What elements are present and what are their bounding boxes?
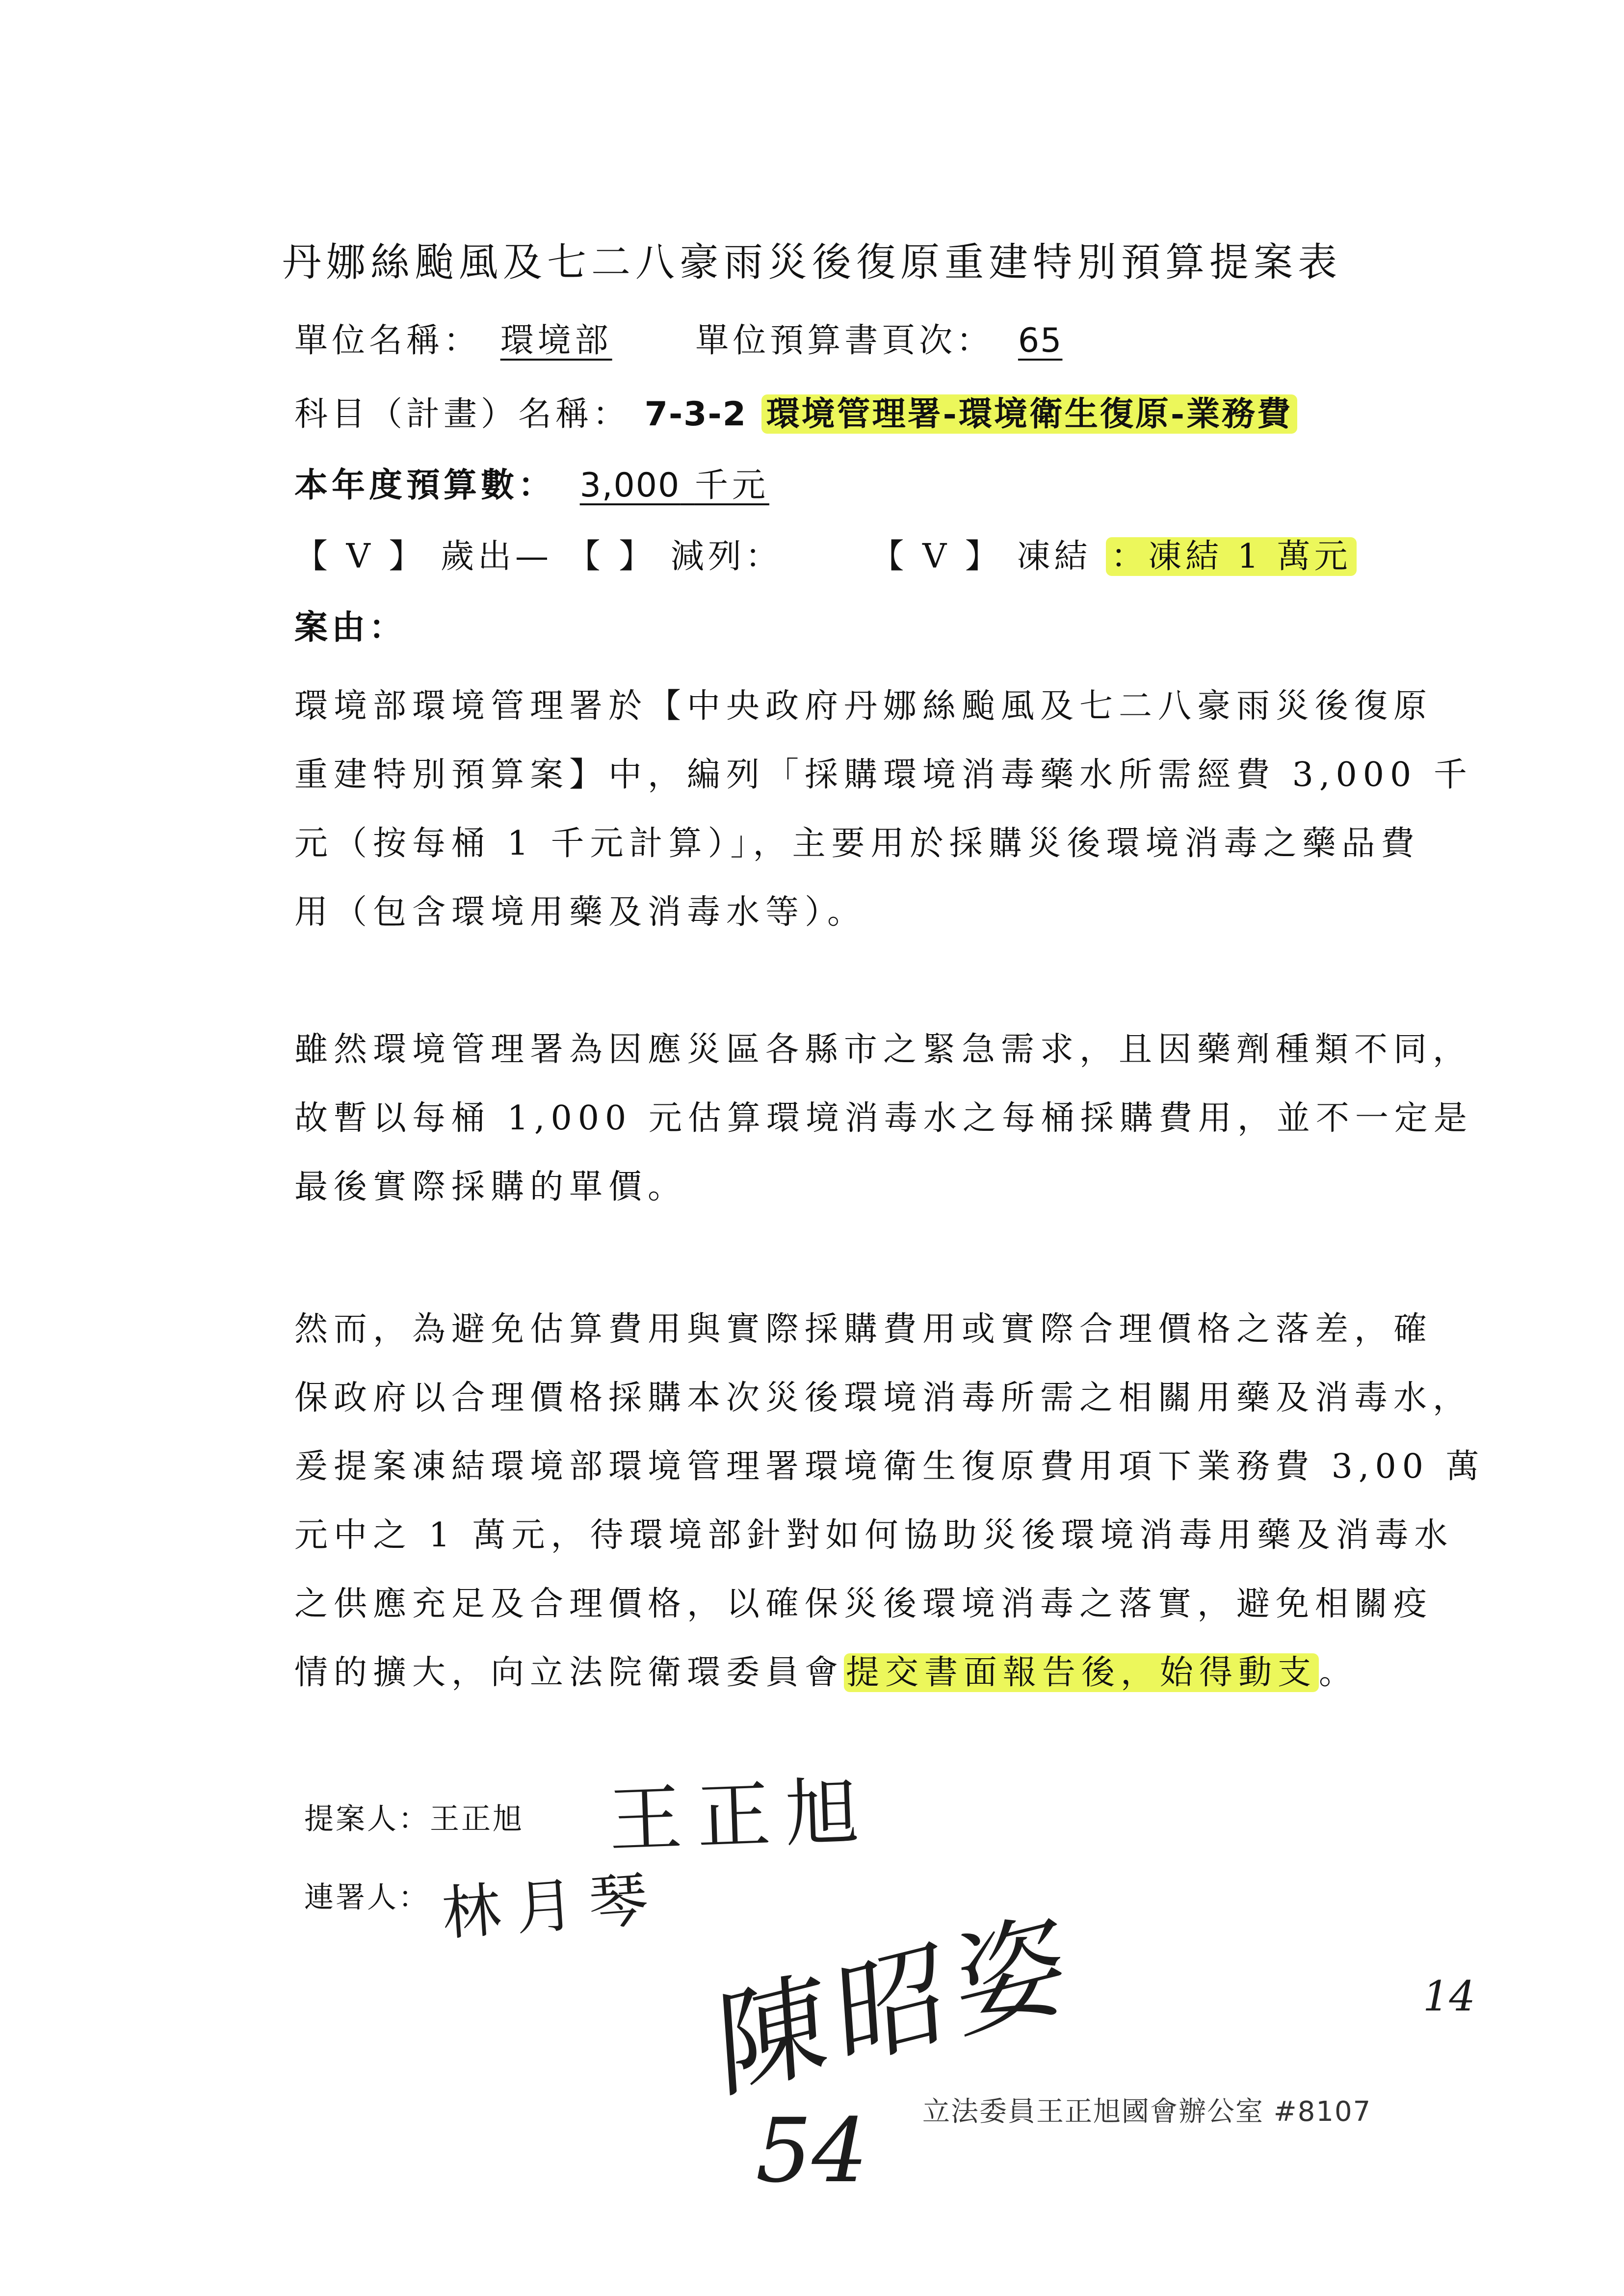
paragraph-line: 故暫以每桶 1,000 元估算環境消毒水之每桶採購費用，並不一定是 [294, 1099, 1473, 1138]
proposer-label: 提案人： [304, 1802, 430, 1836]
cosigner-signature-1: 林月琴 [440, 1865, 665, 1949]
last-line-prefix: 情的擴大，向立法院衛環委員會 [294, 1653, 844, 1692]
paragraph-line: 最後實際採購的單價。 [294, 1168, 687, 1206]
page-number: 65 [1018, 321, 1063, 360]
paragraph-line: 環境部環境管理署於【中央政府丹娜絲颱風及七二八豪雨災後復原 [294, 687, 1433, 726]
subject-name: 環境管理署-環境衛生復原-業務費 [761, 394, 1297, 434]
handwritten-page-number: 14 [1423, 1972, 1475, 2020]
proposer-name: 王正旭 [430, 1802, 524, 1836]
unit-label: 單位名稱： [294, 321, 481, 360]
cosigner-signature-2: 陳昭姿 [713, 1894, 1079, 2116]
reason-label: 案由： [294, 608, 407, 647]
expend-checkbox: 【 V 】 [294, 537, 426, 576]
freeze-label: 凍結 [1017, 537, 1092, 576]
paragraph-last-line [294, 1639, 1485, 1707]
subject-line [294, 388, 1297, 435]
cut-label: 減列： [670, 537, 783, 576]
document-title: 丹娜絲颱風及七二八豪雨災後復原重建特別預算提案表 [282, 239, 1342, 285]
expend-label: 歲出— [440, 537, 552, 576]
budget-amount: 3,000 [579, 466, 681, 505]
paragraph-1 [294, 672, 1473, 947]
paragraph-line: 用（包含環境用藥及消毒水等）。 [294, 893, 867, 932]
paragraph-2 [294, 1016, 1473, 1222]
paragraph-line: 重建特別預算案】中，編列「採購環境消毒藥水所需經費 3,000 千 [294, 756, 1473, 794]
cut-checkbox: 【 】 [567, 537, 656, 576]
paragraph-line: 雖然環境管理署為因應災區各縣市之緊急需求，且因藥劑種類不同， [294, 1030, 1472, 1069]
proposer-line [304, 1796, 524, 1838]
subject-label: 科目（計畫）名稱： [294, 395, 630, 434]
freeze-value: ：凍結 1 萬元 [1106, 537, 1357, 576]
handwritten-number: 54 [756, 2100, 868, 2202]
paragraph-3 [294, 1295, 1485, 1707]
cosigner-label: 連署人： [304, 1880, 430, 1915]
last-line-suffix: 。 [1319, 1653, 1359, 1692]
freeze-checkbox: 【 V 】 [870, 537, 1002, 576]
subject-code: 7-3-2 [644, 395, 747, 434]
budget-label: 本年度預算數： [294, 466, 556, 505]
budget-unit: 千元 [694, 466, 769, 505]
paragraph-line: 元中之 1 萬元，待環境部針對如何協助災後環境消毒用藥及消毒水 [294, 1516, 1454, 1555]
unit-name: 環境部 [500, 321, 612, 360]
paragraph-line: 元（按每桶 1 千元計算）」，主要用於採購災後環境消毒之藥品費 [294, 824, 1420, 863]
budget-value [580, 466, 769, 505]
last-line-highlight: 提交書面報告後，始得動支 [844, 1653, 1319, 1692]
options-line [294, 530, 1357, 577]
proposer-signature: 王正旭 [607, 1769, 875, 1864]
paragraph-line: 爰提案凍結環境部環境管理署環境衛生復原費用項下業務費 3,00 萬 [294, 1447, 1485, 1486]
paragraph-line: 保政府以合理價格採購本次災後環境消毒所需之相關用藥及消毒水， [294, 1379, 1472, 1417]
budget-line [294, 459, 769, 506]
paragraph-line: 之供應充足及合理價格，以確保災後環境消毒之落實，避免相關疫 [294, 1585, 1433, 1623]
page-label: 單位預算書頁次： [695, 321, 994, 360]
office-stamp: 立法委員王正旭國會辦公室 #8107 [922, 2096, 1372, 2128]
paragraph-line: 然而，為避免估算費用與實際採購費用或實際合理價格之落差，確 [294, 1310, 1433, 1349]
unit-line [294, 314, 1062, 362]
